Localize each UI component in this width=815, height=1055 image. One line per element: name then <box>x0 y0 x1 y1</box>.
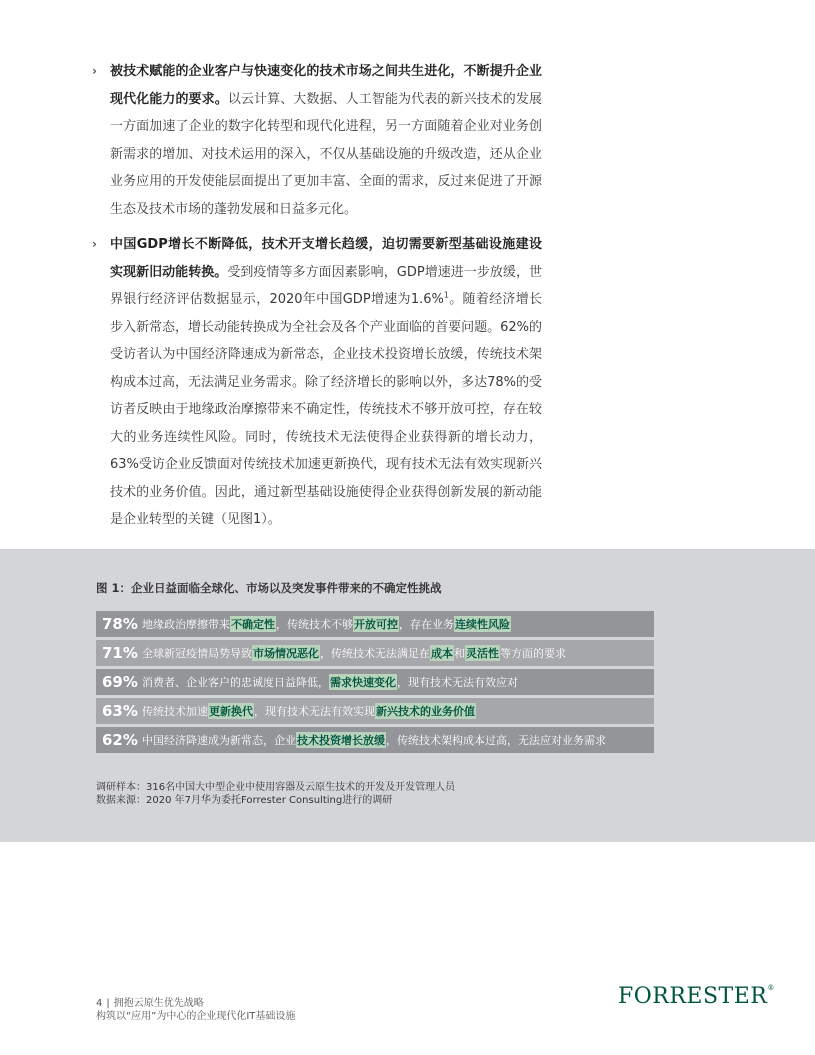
chevron-right-icon: › <box>92 237 97 251</box>
figure-row <box>96 727 654 753</box>
row-text: ，存在业务 <box>399 618 454 631</box>
bullet-list <box>92 58 542 542</box>
figure-rows <box>96 611 654 756</box>
row-highlight: 技术投资增长放缓 <box>297 734 385 747</box>
row-text: 和 <box>454 647 465 660</box>
figure-row <box>96 698 654 724</box>
bullet-lead: 被技术赋能的企业客户与快速变化的技术市场之间共生进化，不断提升企业现代化能力的要求。 <box>110 64 542 107</box>
row-highlight: 开放可控 <box>354 618 398 631</box>
row-highlight: 市场情况恶化 <box>253 647 319 660</box>
forrester-logo <box>618 984 775 1009</box>
figure-panel <box>0 549 815 842</box>
logo-text: FORRESTER <box>618 984 768 1009</box>
row-text: ，传统技术架构成本过高，无法应对业务需求 <box>386 734 606 747</box>
page-footer <box>96 997 295 1023</box>
bullet-text: 受到疫情等多方面因素影响，GDP增速进一步放缓，世界银行经济评估数据显示，2020年中国GDP增速为1.6% <box>110 264 542 307</box>
row-text: ，现有技术无法有效实现 <box>254 705 375 718</box>
row-text: ，传统技术不够 <box>276 618 353 631</box>
row-text: ，现有技术无法有效应对 <box>397 676 518 689</box>
sample-note: 调研样本：316名中国大中型企业中使用容器及云原生技术的开发及开发管理人员 <box>96 782 456 793</box>
row-text: ，传统技术无法满足在 <box>320 647 430 660</box>
source-note: 数据来源：2020 年7月华为委托Forrester Consulting进行的调研 <box>96 795 393 806</box>
figure-title: 图 1：企业日益面临全球化、市场以及突发事件带来的不确定性挑战 <box>96 581 442 595</box>
bullet-lead: 中国GDP增长不断降低，技术开支增长趋缓，迫切需要新型基础设施建设实现新旧动能转换。 <box>110 237 542 280</box>
row-highlight: 连续性风险 <box>455 618 510 631</box>
row-percentage: 71% <box>102 644 138 662</box>
figure-row <box>96 669 654 695</box>
footer-separator: | <box>106 998 110 1009</box>
registered-mark: ® <box>767 984 775 992</box>
footer-title: 拥抱云原生优先战略 <box>113 998 204 1009</box>
row-percentage: 62% <box>102 731 138 749</box>
row-text: 全球新冠疫情局势导致 <box>142 647 252 660</box>
row-text: 地缘政治摩擦带来 <box>142 618 230 631</box>
row-percentage: 63% <box>102 702 138 720</box>
footer-subtitle: 构筑以“应用”为中心的企业现代化IT基础设施 <box>96 1011 296 1022</box>
row-highlight: 需求快速变化 <box>330 676 396 689</box>
bullet-text: 以云计算、大数据、人工智能为代表的新兴技术的发展一方面加速了企业的数字化转型和现代化进程，另一方面随着企业对业务创新需求的增加、对技术运用的深入，不仅从基础设施的升级改造，还从企业业务应用的开发使能层面提出了更加丰富、全面的需求，反过来促进了开源生态及技术市场的蓬勃发展和日益多元化。 <box>110 91 542 217</box>
row-highlight: 更新换代 <box>209 705 253 718</box>
figure-notes <box>96 781 455 807</box>
figure-row <box>96 640 654 666</box>
chevron-right-icon: › <box>92 64 97 78</box>
footnote-ref: 1 <box>443 290 449 300</box>
bullet-item <box>92 58 542 223</box>
row-highlight: 不确定性 <box>231 618 275 631</box>
row-highlight: 灵活性 <box>466 647 499 660</box>
row-percentage: 78% <box>102 615 138 633</box>
page-number: 4 <box>96 998 103 1009</box>
row-highlight: 成本 <box>431 647 453 660</box>
bullet-text-continued: 。随着经济增长步入新常态，增长动能转换成为全社会及各个产业面临的首要问题。62%的受访者认为中国经济降速成为新常态，企业技术投资增长放缓，传统技术架构成本过高，无法满足业务需求。除了经济增长的影响以外，多达78%的受访者反映由于地缘政治摩擦带来不确定性，传统技术不够开放可控，存在较大的业务连续性风险。同时，传统技术无法使得企业获得新的增长动力，63%受访企业反馈面对传统技术加速更新换代，现有技术无法有效实现新兴技术的业务价值。因此，通过新型基础设施使得企业获得创新发展的新动能是企业转型的关键（见图1）。 <box>110 292 542 527</box>
row-highlight: 新兴技术的业务价值 <box>376 705 475 718</box>
figure-row <box>96 611 654 637</box>
row-text: 等方面的要求 <box>500 647 566 660</box>
row-text: 中国经济降速成为新常态，企业 <box>142 734 296 747</box>
row-percentage: 69% <box>102 673 138 691</box>
bullet-item <box>92 231 542 534</box>
row-text: 消费者、企业客户的忠诚度日益降低， <box>142 676 329 689</box>
row-text: 传统技术加速 <box>142 705 208 718</box>
